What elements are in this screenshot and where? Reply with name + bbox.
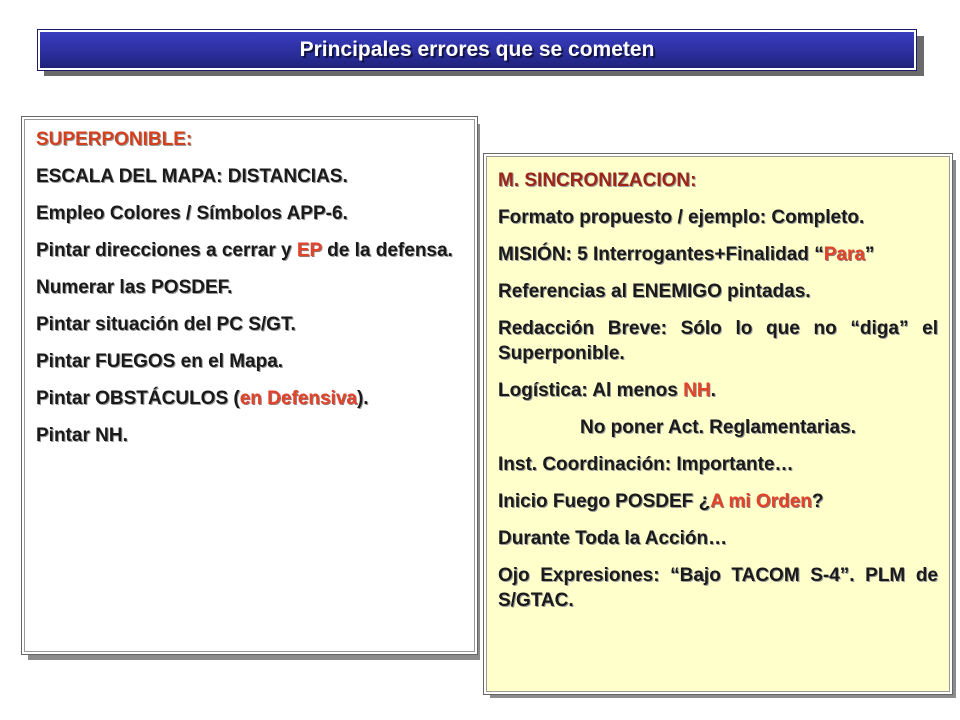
right-heading: M. SINCRONIZACION:	[498, 170, 697, 191]
right-item-format: Formato propuesto / ejemplo: Completo.	[498, 207, 865, 228]
right-panel	[484, 154, 952, 694]
right-item-fire-start-accent: A mi Orden	[710, 491, 812, 512]
right-item-logistics-post: .	[710, 380, 716, 401]
right-item-fire-start-post: ?	[811, 491, 824, 512]
title-bar	[38, 30, 916, 70]
right-item-coordination: Inst. Coordinación: Importante…	[498, 454, 794, 475]
right-item-whole-action: Durante Toda la Acción…	[498, 528, 728, 549]
left-item-obstacles-accent: en Defensiva	[239, 388, 357, 409]
left-item-directions-pre: Pintar direcciones a cerrar y	[36, 240, 297, 261]
right-item-mission	[498, 242, 938, 267]
right-item-mission-pre: MISIÓN: 5 Interrogantes+Finalidad “	[498, 244, 824, 265]
left-panel	[22, 117, 477, 654]
slide-title: Principales errores que se cometen	[299, 38, 655, 61]
right-item-brief-wording: Redacción Breve: Sólo lo que no “diga” el Superponible.	[498, 318, 938, 364]
right-item-fire-start	[498, 489, 938, 514]
left-item-map-scale: ESCALA DEL MAPA: DISTANCIAS.	[36, 166, 348, 187]
right-item-expressions: Ojo Expresiones: “Bajo TACOM S-4”. PLM de S/GTAC.	[498, 565, 938, 611]
right-item-fire-start-pre: Inicio Fuego POSDEF ¿	[498, 491, 711, 512]
left-item-obstacles-pre: Pintar OBSTÁCULOS (	[36, 388, 240, 409]
left-item-directions-post: de la defensa.	[321, 240, 453, 261]
left-item-directions	[36, 238, 465, 263]
left-item-directions-accent: EP	[296, 240, 322, 261]
right-item-enemy-refs: Referencias al ENEMIGO pintadas.	[498, 281, 811, 302]
left-item-colors-symbols: Empleo Colores / Símbolos APP-6.	[36, 203, 348, 224]
left-item-obstacles-post: ).	[356, 388, 369, 409]
left-item-nh: Pintar NH.	[36, 425, 128, 446]
right-item-no-regulations: No poner Act. Reglamentarias.	[580, 417, 856, 438]
right-item-logistics-pre: Logística: Al menos	[498, 380, 684, 401]
right-item-mission-post: ”	[864, 244, 875, 265]
right-item-logistics-accent: NH	[683, 380, 711, 401]
left-item-fires: Pintar FUEGOS en el Mapa.	[36, 351, 284, 372]
right-item-mission-accent: Para	[823, 244, 865, 265]
left-item-pc-situation: Pintar situación del PC S/GT.	[36, 314, 296, 335]
left-item-posdef: Numerar las POSDEF.	[36, 277, 233, 298]
left-item-obstacles	[36, 386, 465, 411]
right-item-logistics	[498, 378, 938, 403]
left-heading: SUPERPONIBLE:	[36, 129, 193, 150]
